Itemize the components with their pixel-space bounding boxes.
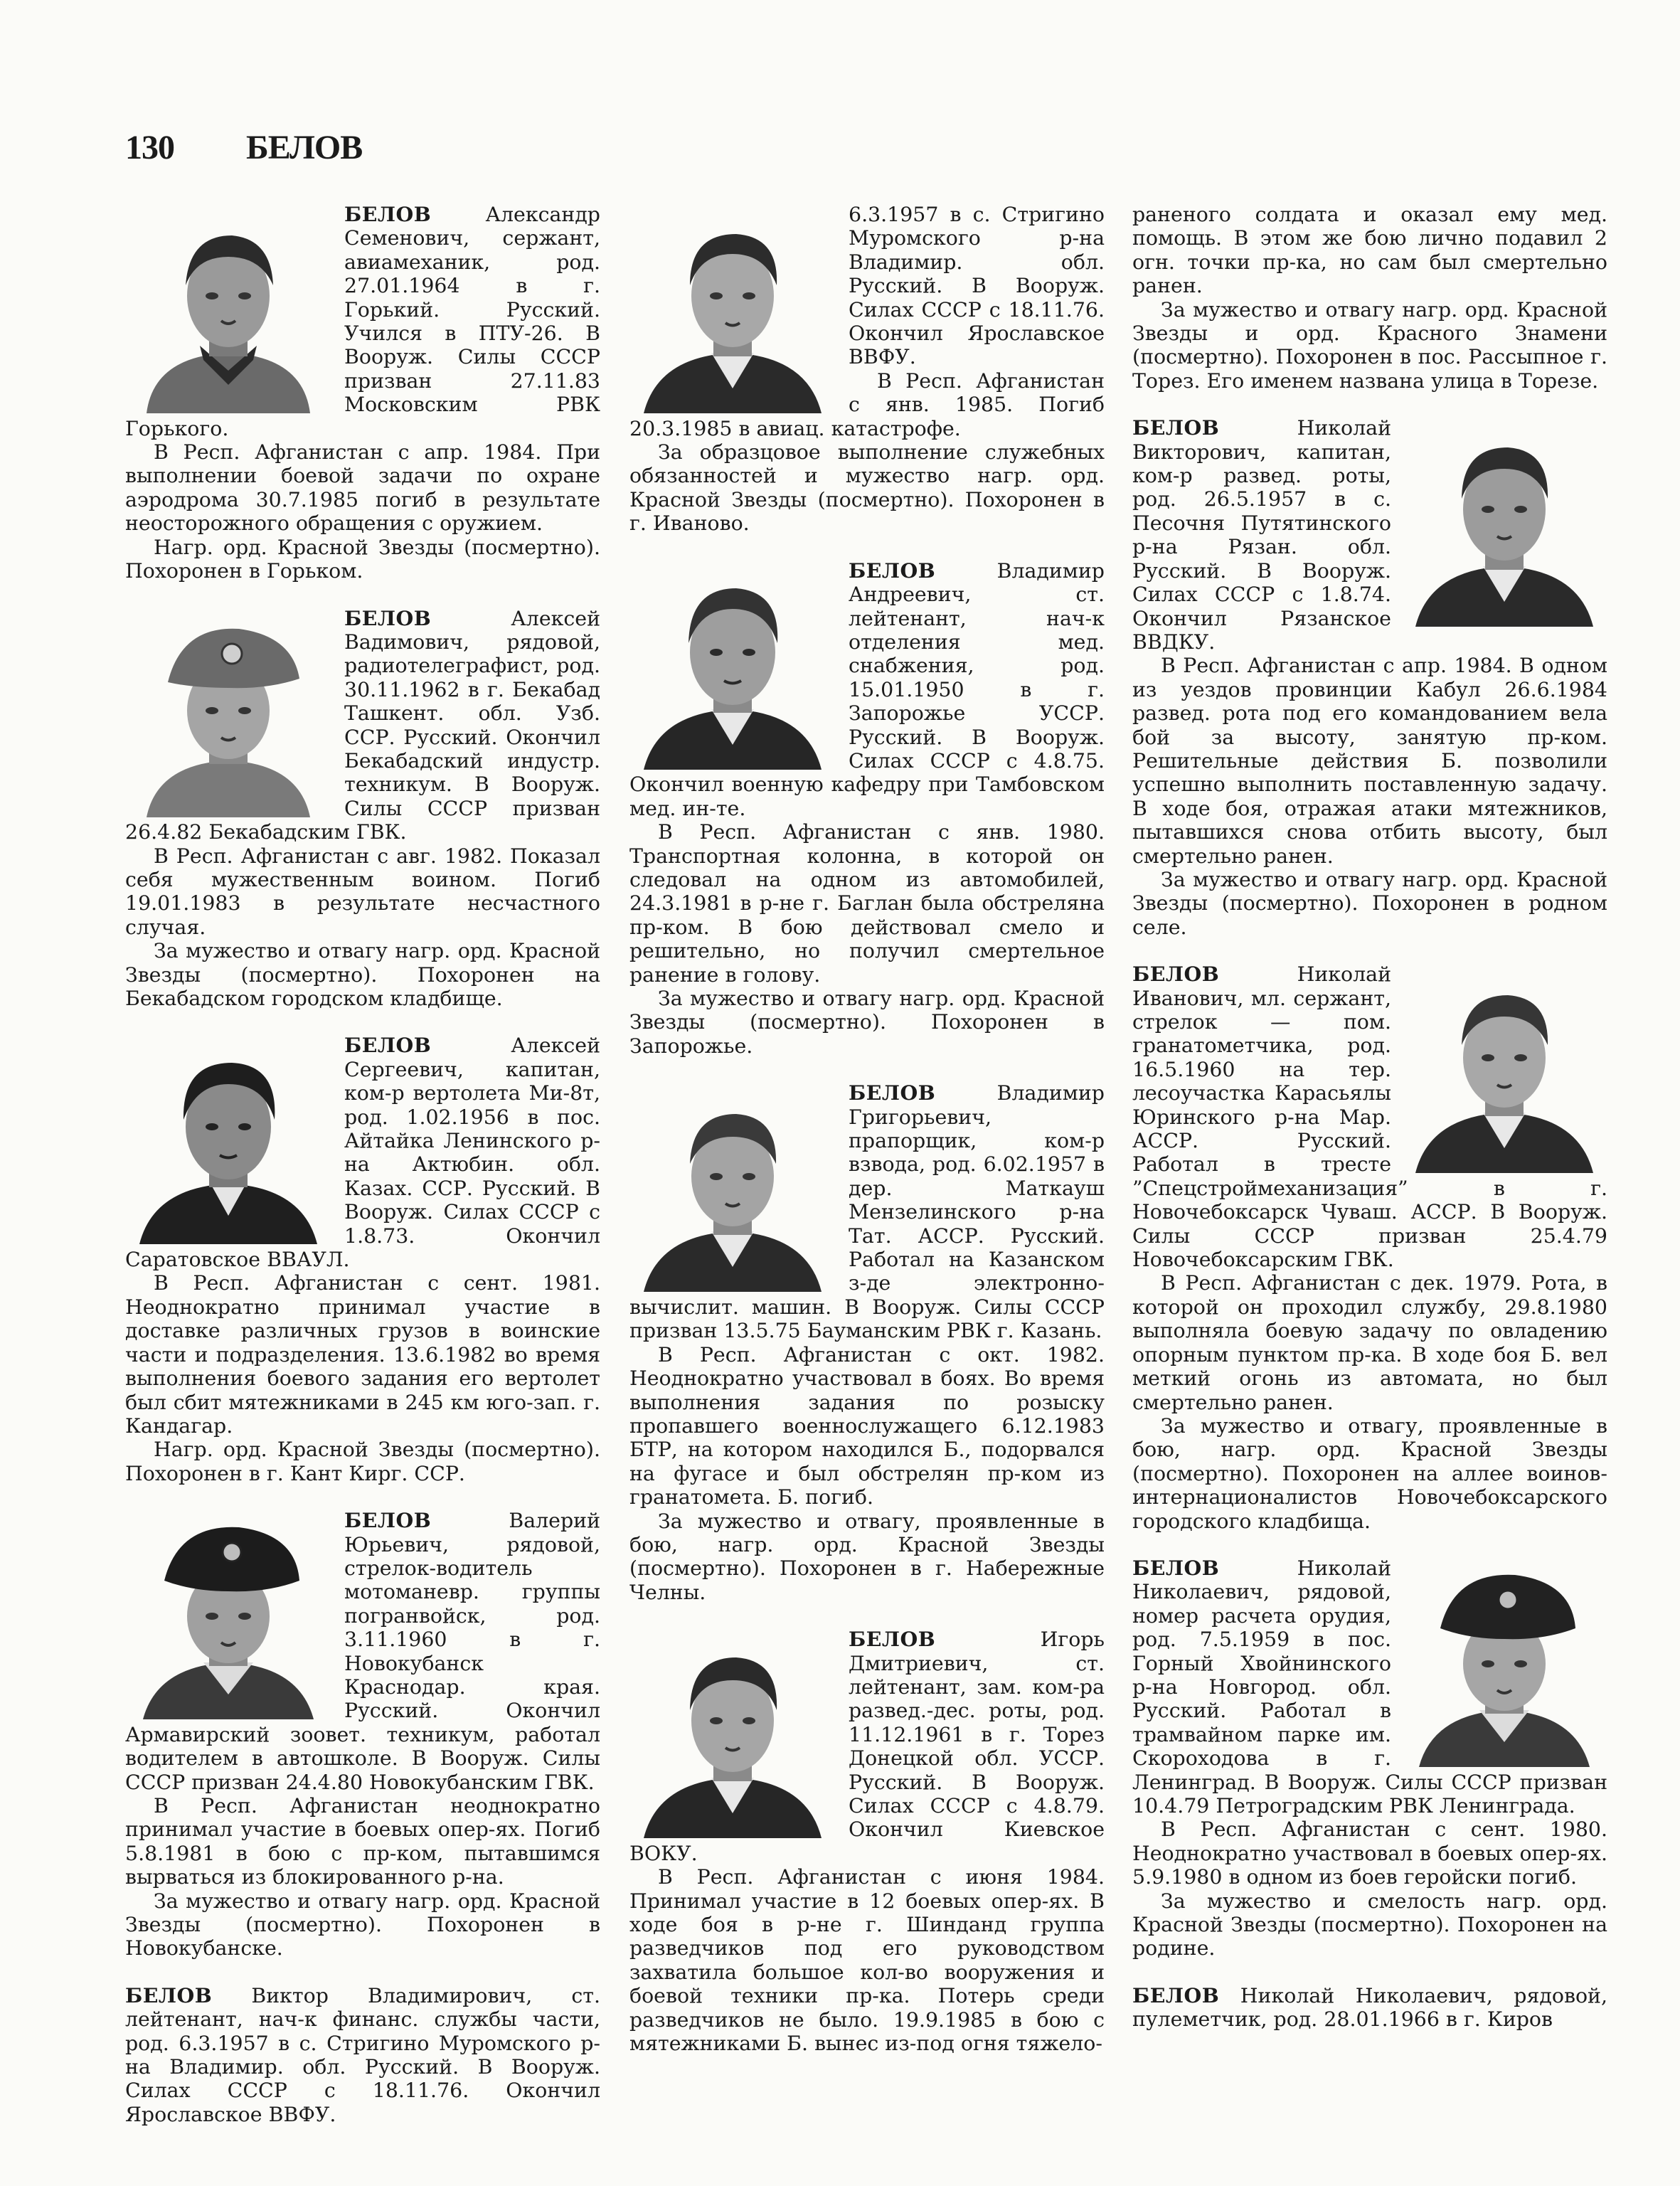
entry-head: Алексей Сергеевич, капитан, ком-р вертолета Ми-8т, род. 1.02.1956 в пос. Айтайка Ленинского р-на Актюбин. обл. Казах. ССР. Русский. В Вооруж. Силах СССР с 1.8.73. Окончил Саратовское ВВАУЛ. (125, 1034, 600, 1272)
portrait-photo (125, 1038, 331, 1244)
entry-surname: БЕЛОВ (1132, 1983, 1220, 2007)
entry-head: Владимир Григорьевич, прапорщик, ком-р взвода, род. 6.02.1957 в дер. Маткауш Мензелинского р-на Тат. АССР. Русский. Работал на Казанском з-де электронно-вычислит. машин. В Вооруж. Силы СССР призван 13.5.75 Бауманским РВК г. Казань. (629, 1081, 1105, 1343)
portrait-photo-icon (1401, 967, 1607, 1173)
entry-belov-igor (629, 1628, 1105, 2055)
entry-award-text: Нагр. орд. Красной Звезды (посмертно). Похоронен в Горьком. (125, 535, 600, 583)
portrait-photo (1401, 1561, 1607, 1767)
entry-award-text: За мужество и отвагу, проявленные в бою, нагр. орд. Красной Звезды (посмертно). Похоронен в г. Набережные Челны. (629, 1509, 1105, 1604)
entry-service-text: В Респ. Афганистан с дек. 1979. Рота, в которой он проходил службу, 29.8.1980 выполняла боевую задачу по овладению опорным пунктом пр-ка. В ходе боя Б. вел меткий огонь из автомата, но был смертельно ранен. (1132, 1271, 1607, 1414)
entry-surname: БЕЛОВ (344, 1508, 432, 1533)
entry-award-text: За образцовое выполнение служебных обязанностей и мужество нагр. орд. Красной Звезды (посмертно). Похоронен в г. Иваново. (629, 440, 1105, 536)
entry-award-text: За мужество и отвагу нагр. орд. Красной Звезды (посмертно). Похоронен в Новокубанске. (125, 1889, 600, 1960)
entry-head: Николай Иванович, мл. сержант, стрелок — пом. гранатометчика, род. 16.5.1960 на тер. лесоучастка Карасьялы Юринского р-на Мар. АССР. Русский. Работал в тресте ”Спецстроймеханизация” в г. Новочебоксарск Чуваш. АССР. В Вооруж. Силы СССР призван 25.4.79 Новочебоксарским ГВК. (1132, 962, 1607, 1272)
portrait-photo-icon (629, 1632, 836, 1838)
portrait-photo (125, 611, 331, 817)
portrait-photo-icon (629, 1086, 836, 1292)
entry-belov-viktor-continued (629, 203, 1105, 536)
entry-belov-nikolay-viktorovich (1132, 416, 1607, 939)
column-3 (1132, 203, 1607, 2055)
entry-head: Алексей Вадимович, рядовой, радиотелеграфист, род. 30.11.1962 в г. Бекабад Ташкент. обл. Узб. ССР. Русский. Окончил Бекабадский индустр. техникум. В Вооруж. Силы СССР призван 26.4.82 Бекабадским ГВК. (125, 606, 600, 844)
portrait-photo-icon (629, 563, 836, 770)
portrait-photo-icon (629, 207, 836, 413)
entry-belov-aleksey-sergeevich (125, 1034, 600, 1485)
portrait-photo-icon (125, 207, 331, 413)
entry-belov-nikolay-nikolaevich-2 (1132, 1984, 1607, 2032)
entry-surname: БЕЛОВ (1132, 415, 1220, 440)
entry-service-text: В Респ. Афганистан с апр. 1984. В одном из уездов провинции Кабул 26.6.1984 развед. рота под его командованием вела бой за высоту, занятую пр-ком. Решительные действия Б. позволили успешно выполнить поставленную задачу. В ходе боя, отражая атаки мятежников, пытавшихся снова отбить высоту, был смертельно ранен. (1132, 654, 1607, 868)
entry-head: Виктор Владимирович, ст. лейтенант, нач-к финанс. службы части, род. 6.3.1957 в с. Стригино Муромского р-на Владимир. обл. Русский. В Вооруж. Силах СССР с 18.11.76. Окончил Ярославское ВВФУ. (125, 1983, 600, 2126)
running-title: БЕЛОВ (246, 129, 363, 166)
column-1 (125, 203, 600, 2150)
portrait-photo (1401, 420, 1607, 627)
entry-service-text: В Респ. Афганистан с авг. 1982. Показал себя мужественным воином. Погиб 19.01.1983 в результате несчастного случая. (125, 844, 600, 939)
entry-belov-vladimir-andreevich (629, 559, 1105, 1058)
entry-belov-valeriy (125, 1509, 600, 1960)
portrait-photo-icon (125, 1513, 331, 1719)
portrait-photo (125, 207, 331, 413)
entry-belov-vladimir-grigorievich (629, 1081, 1105, 1604)
portrait-photo-icon (125, 1038, 331, 1244)
entry-belov-nikolay-nikolaevich-1 (1132, 1556, 1607, 1960)
entry-surname: БЕЛОВ (344, 605, 432, 630)
portrait-photo (629, 207, 836, 413)
entry-surname: БЕЛОВ (344, 1033, 432, 1058)
entry-head: Владимир Андреевич, ст. лейтенант, нач-к отделения мед. снабжения, род. 15.01.1950 в г. Запорожье УССР. Русский. В Вооруж. Силах СССР с 4.8.75. Окончил военную кафедру при Тамбовском мед. ин-те. (629, 558, 1105, 820)
portrait-photo (125, 1513, 331, 1719)
entry-surname: БЕЛОВ (1132, 962, 1220, 987)
entry-service-text-continued: раненого солдата и оказал ему мед. помощь. В этом же бою лично подавил 2 огн. точки пр-ка, но сам был смертельно ранен. (1132, 203, 1607, 298)
entry-award-text: За мужество и отвагу нагр. орд. Красной Звезды (посмертно). Похоронен на Бекабадском городском кладбище. (125, 939, 600, 1010)
portrait-photo (629, 563, 836, 770)
entry-service-text: В Респ. Афганистан с апр. 1984. При выполнении боевой задачи по охране аэродрома 30.7.1985 погиб в результате неосторожного обращения с оружием. (125, 440, 600, 536)
entry-service-text: В Респ. Афганистан с янв. 1980. Транспортная колонна, в которой он следовал на одном из автомобилей, 24.3.1981 в р-не г. Баглан была обстреляна пр-ком. В бою действовал смело и решительно, но получил смертельное ранение в голову. (629, 820, 1105, 987)
portrait-photo-icon (1401, 420, 1607, 627)
entry-surname: БЕЛОВ (344, 202, 432, 226)
page-number: 130 (125, 129, 174, 166)
entry-service-text: В Респ. Афганистан с сент. 1981. Неоднократно принимал участие в доставке различных грузов в воинские части и подразделения. 13.6.1982 во время выполнения боевого задания его вертолет был сбит мятежниками в 245 км юго-зап. г. Кандагар. (125, 1271, 600, 1438)
entry-belov-aleksey-vadimovich (125, 607, 600, 1011)
entry-head: Николай Николаевич, рядовой, пулеметчик, род. 28.01.1966 в г. Киров (1132, 1983, 1607, 2032)
entry-award-text: За мужество и отвагу нагр. орд. Красной Звезды (посмертно). Похоронен в родном селе. (1132, 867, 1607, 939)
entry-surname: БЕЛОВ (849, 558, 936, 583)
entry-service-text: В Респ. Афганистан с сент. 1980. Неоднократно участвовал в боевых опер-ях. 5.9.1980 в одном из боев геройски погиб. (1132, 1818, 1607, 1889)
entry-belov-igor-continued (1132, 203, 1607, 393)
entry-award-text: Нагр. орд. Красной Звезды (посмертно). Похоронен в г. Кант Кирг. ССР. (125, 1438, 600, 1485)
entry-head: Николай Николаевич, рядовой, номер расчета орудия, род. 7.5.1959 в пос. Горный Хвойнинского р-на Новгород. обл. Русский. Работал в трамвайном парке им. Скороходова в г. Ленинград. В Вооруж. Силы СССР призван 10.4.79 Петроградским РВК Ленинграда. (1132, 1556, 1607, 1818)
entry-award-text: За мужество и смелость нагр. орд. Красной Звезды (посмертно). Похоронен на родине. (1132, 1889, 1607, 1960)
portrait-photo (629, 1632, 836, 1838)
entry-surname: БЕЛОВ (125, 1983, 213, 2007)
entry-belov-aleksandr (125, 203, 600, 583)
entry-head: Николай Викторович, капитан, ком-р развед. роты, род. 26.5.1957 в с. Песочня Путятинского р-на Рязан. обл. Русский. В Вооруж. Силах СССР с 1.8.74. Окончил Рязанское ВВДКУ. (1132, 416, 1391, 654)
portrait-photo-icon (125, 611, 331, 817)
entry-surname: БЕЛОВ (849, 1627, 936, 1652)
entry-belov-viktor (125, 1984, 600, 2126)
entry-belov-nikolay-ivanovich (1132, 962, 1607, 1533)
entry-head-continued: 6.3.1957 в с. Стригино Муромского р-на Владимир. обл. Русский. В Вооруж. Силах СССР с 18.11.76. Окончил Ярославское ВВФУ. (849, 203, 1105, 369)
entry-head: Игорь Дмитриевич, ст. лейтенант, зам. ком-ра развед.-дес. роты, род. 11.12.1961 в г. Торез Донецкой обл. УССР. Русский. В Вооруж. Силах СССР с 4.8.79. Окончил Киевское ВОКУ. (629, 1628, 1105, 1865)
portrait-photo-icon (1401, 1561, 1607, 1767)
entry-surname: БЕЛОВ (849, 1081, 936, 1105)
portrait-photo (1401, 967, 1607, 1173)
page-header (125, 128, 362, 178)
entry-award-text: За мужество и отвагу, проявленные в бою, нагр. орд. Красной Звезды (посмертно). Похоронен на аллее воинов-интернационалистов Новочебоксарского городского кладбища. (1132, 1413, 1607, 1533)
entry-service-text: В Респ. Афганистан неоднократно принимал участие в боевых опер-ях. Погиб 5.8.1981 в бою с пр-ком, пытавшимся вырваться из блокированного р-на. (125, 1794, 600, 1889)
entry-service-text: В Респ. Афганистан с окт. 1982. Неоднократно участвовал в боях. Во время выполнения задания по розыску пропавшего военнослужащего 6.12.1983 БТР, на котором находился Б., подорвался на фугасе и был обстрелян пр-ком из гранатомета. Б. погиб. (629, 1342, 1105, 1509)
portrait-photo (629, 1086, 836, 1292)
entry-surname: БЕЛОВ (1132, 1555, 1220, 1580)
entry-service-text: В Респ. Афганистан с янв. 1985. Погиб 20.3.1985 в авиац. катастрофе. (629, 368, 1105, 440)
entry-head: Валерий Юрьевич, рядовой, стрелок-водитель мотоманевр. группы погранвойск, род. 3.11.1960 в г. Новокубанск Краснодар. края. Русский. Окончил Армавирский зоовет. техникум, работал водителем в автошколе. В Вооруж. Силы СССР призван 24.4.80 Новокубанским ГВК. (125, 1509, 600, 1794)
entry-award-text: За мужество и отвагу нагр. орд. Красной Звезды (посмертно). Похоронен в Запорожье. (629, 987, 1105, 1058)
column-2 (629, 203, 1105, 2079)
entry-service-text: В Респ. Афганистан с июня 1984. Принимал участие в 12 боевых опер-ях. В ходе боя в р-не г. Шинданд группа разведчиков под его руководством захватила большое кол-во вооружения и боевой техники пр-ка. Потерь среди разведчиков не было. 19.9.1985 в бою с мятежниками Б. вынес из-под огня тяжело- (629, 1865, 1105, 2056)
entry-award-text: За мужество и отвагу нагр. орд. Красной Звезды и орд. Красного Знамени (посмертно). Похоронен в пос. Рассыпное г. Торез. Его именем названа улица в Торезе. (1132, 297, 1607, 393)
entry-head: Александр Семенович, сержант, авиамеханик, род. 27.01.1964 в г. Горький. Русский. Учился в ПТУ-26. В Вооруж. Силы СССР призван 27.11.83 Московским РВК Горького. (125, 203, 600, 440)
